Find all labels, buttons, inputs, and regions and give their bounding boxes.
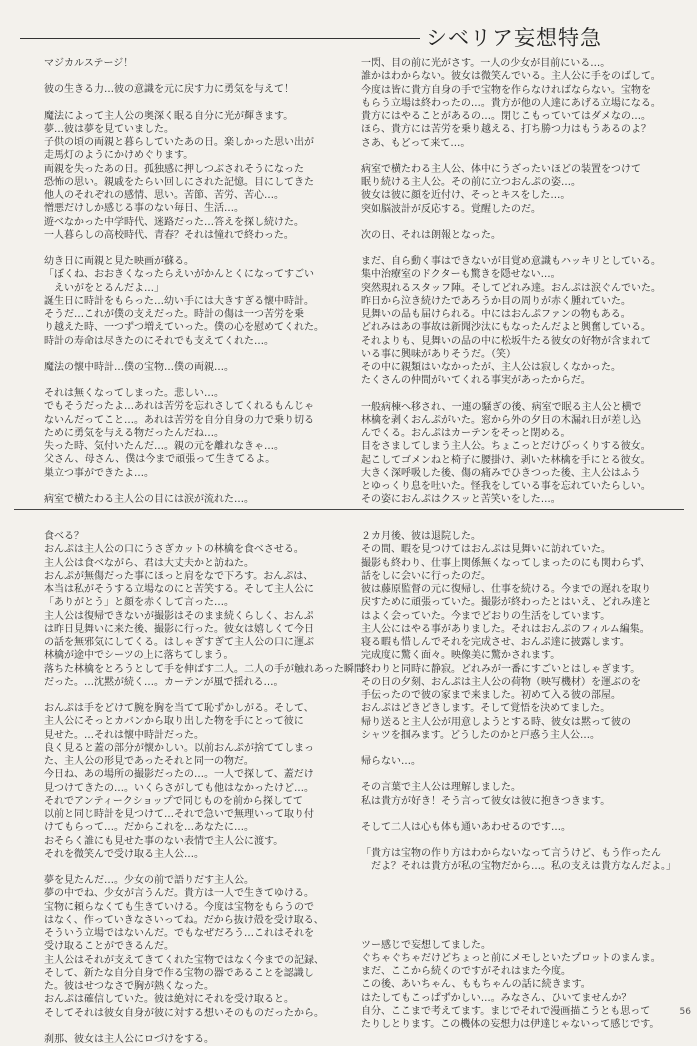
text-line: 主人公はそれが支えてきてくれた宝物ではなく今までの記録、 <box>44 954 324 966</box>
text-column-top-right <box>361 57 687 507</box>
text-line: 戻すために頑張っていた。撮影が終わったとはいえ、どれみ達と <box>361 597 652 609</box>
text-line: 遊べなかった中学時代、迷路だった…答えを探し続けた。 <box>44 216 304 228</box>
text-line: 「貴方は宝物の作り方はわからないなって言うけど、もう作ったん <box>361 848 661 859</box>
text-line: だった。…沈黙が続く…。カーテンが風で揺れる…。 <box>44 676 284 688</box>
text-line: 帰り送ると主人公が用意しようとする時、彼女は黙って彼の <box>361 716 631 728</box>
text-line: 次の日、それは朗報となった。 <box>361 229 501 241</box>
text-line: の話を無邪気にしてくる。はしゃぎすぎて主人公の口に運ぶ <box>44 637 314 648</box>
text-line: 以前と同じ時計を見つけて…それで急いで無理いって取り付 <box>44 809 314 820</box>
text-line: シャツを掴みます。どうしたのかと戸惑う主人公…。 <box>361 729 600 741</box>
text-line: 一人暮らしの高校時代、青春？それは憧れで終わった。 <box>44 229 294 241</box>
text-line: 昨日から泣き続けたであろうか目の周りが赤く腫れていた。 <box>361 295 631 307</box>
text-line: 一般病棟へ移され、一連の騒ぎの後、病室で眠る主人公と横で <box>361 401 642 413</box>
text-line: 今度は皆に貴方自身の手で宝物を作らなければならない。宝物を <box>361 84 651 96</box>
text-line: 彼女は彼に顔を近付け、そっとキスをした…。 <box>361 190 571 202</box>
text-column-top-left <box>44 57 344 506</box>
text-line: そうだ…これが僕の支えだった。時計の傷は一つ苦労を乗 <box>44 309 304 320</box>
text-line: 時計の寿命は尽きたのにそれでも支えてくれた…。 <box>44 335 274 347</box>
text-line: 主人公にはやる事がありました。それはおんぷのフィルム編集。 <box>361 623 650 635</box>
text-line: 撮影も終わり、仕事上関係無くなってしまったのにも関わらず、 <box>361 557 651 569</box>
text-line: 集中治療室のドクターも驚きを隠せない…。 <box>361 269 561 281</box>
blank-line <box>361 768 687 781</box>
text-line: 宝物に頼らなくても生きていける。今度は宝物をもらうので <box>44 901 314 913</box>
blank-line <box>361 874 687 887</box>
text-line: その言葉で主人公は理解しました。 <box>361 782 521 794</box>
text-line: はよく会っていた。今までどおりの生活をしています。 <box>361 610 611 622</box>
blank-line <box>361 913 687 926</box>
text-column-bottom-left <box>44 530 364 1046</box>
text-line: おんぷが無傷だった事にほっと肩をなで下ろす。おんぷは、 <box>44 570 314 582</box>
text-line: その日の夕刻、おんぷは主人公の荷物（映写機材）を運ぶのを <box>361 676 641 688</box>
text-line: り越えた時、一つずつ増えていった。僕の心を慰めてくれた。 <box>44 322 324 334</box>
text-line: けてもらって…。だからこれを…あなたに…。 <box>44 822 254 834</box>
blank-line <box>44 348 344 361</box>
blank-line <box>44 861 344 874</box>
text-line: 幼き日に両親と見た映画が蘇る。 <box>44 256 194 267</box>
text-line: 巣立つ事ができたよ…。 <box>44 467 154 479</box>
text-line: 突然現れるスタッフ陣。そしてどれみ達。おんぷは涙ぐんでいた。 <box>361 282 661 294</box>
text-line: 大きく深呼吸した後、傷の痛みでひきつった後、主人公はふう <box>361 467 641 479</box>
blank-line <box>44 480 344 493</box>
text-line: その間、暇を見つけてはおんぷは見舞いに訪れていた。 <box>361 544 611 556</box>
text-line: えいがをとるんだよ…」 <box>44 282 164 294</box>
text-line: た、主人公の形見であったそれと同一の物だ。 <box>44 756 254 767</box>
text-line: 食べる？ <box>44 531 84 542</box>
text-line: は昨日見舞いに来た後、撮影に行った。彼女は嬉しくて今日 <box>44 623 314 635</box>
text-line: それは無くなってしまった。悲しい…。 <box>44 388 224 399</box>
text-line: でもそうだったよ…あれは苦労を忘れさしてくれるもんじゃ <box>44 401 314 413</box>
text-line: だよ？それは貴方が私の宝物だから…。私の支えは貴方なんだよ。」 <box>361 861 676 873</box>
text-line: もらう立場は終わったの…。貴方が他の人達にあげる立場になる。 <box>361 97 661 109</box>
text-line: 完成度に驚く面々。映像美に驚かされます。 <box>361 650 561 662</box>
text-line: 他人のそれぞれの感情、思い。苦節、苦労、苦心…。 <box>44 190 284 201</box>
text-line: 父さん、母さん、僕は今まで頑張って生きてるよ。 <box>44 454 276 466</box>
text-line: 「ぼくね、おおきくなったらえいがかんとくになってすごい <box>44 269 314 281</box>
blank-line <box>361 834 687 847</box>
blank-line <box>44 97 344 110</box>
text-line: 主人公は復帰できないが撮影はそのまま続くらしく、おんぷ <box>44 610 314 622</box>
blank-line <box>361 150 687 163</box>
text-line: 今日ね、あの場所の撮影だったの…。一人で探して、蓋だけ <box>44 769 314 781</box>
text-line: 主人公は食べながら、君は大丈夫かと訪ねた。 <box>44 557 254 569</box>
blank-line <box>361 808 687 821</box>
blank-line <box>361 242 687 255</box>
text-line: 誕生日に時計をもらった…幼い手には大きすぎる懐中時計。 <box>44 295 314 307</box>
text-line: 良く見ると蓋の部分が懐かしい。以前おんぷが捨ててしまっ <box>44 742 314 754</box>
text-line: 憎悪だけしか感じる事のない毎日、生活…。 <box>44 203 244 215</box>
text-line: 眠り続ける主人公。その前に立つおんぷの姿…。 <box>361 177 581 188</box>
text-line: おんぷは手をどけて腕を胸を当てて恥ずかしがる。そして、 <box>44 703 314 714</box>
blank-line <box>44 1020 344 1033</box>
text-line: たりしとります。この機体の妄想力は伊達じゃないって感じです。 <box>361 1019 660 1030</box>
blank-line <box>361 926 687 939</box>
text-line: 病室で横たわる主人公の目には涙が流れた…。 <box>44 493 254 505</box>
text-line: 恐怖の思い。親戚をたらい回しにされた記憶。目にしてきた <box>44 176 314 188</box>
text-line: 自分、ここまで考えてます。まじでそれで漫画描こうとも思って <box>361 1005 651 1017</box>
blank-line <box>44 70 344 83</box>
text-line: いる事に興味がありそうだ。（笑） <box>361 348 516 360</box>
text-line: 夢の中でね、少女が言うんだ。貴方は一人で生きてゆける。 <box>44 888 314 900</box>
blank-line <box>361 216 687 229</box>
section-divider <box>14 509 684 510</box>
text-line: 失った時、気付いたんだ…。親の元を離れなきゃ…。 <box>44 441 284 452</box>
text-line: そういう立場ではないんだ。でもなぜだろう…これはそれを <box>44 928 314 939</box>
text-line: 彼の生きる力…彼の意識を元に戻す力に勇気を与えて！ <box>44 84 294 96</box>
blank-line <box>361 887 687 900</box>
text-line: 夢…彼は夢を見ていました。 <box>44 123 174 135</box>
header-rule <box>20 38 420 39</box>
text-line: ツー感じで妄想してました。 <box>361 939 491 951</box>
blank-line <box>361 742 687 755</box>
text-line: はたしてもこっぱずかしい…。みなさん、ひいてませんか？ <box>361 992 632 1004</box>
text-line: た。彼はせつなさで胸が熱くなった。 <box>44 981 214 992</box>
text-line: おんぷはどきどきします。そして覚悟を決めてました。 <box>361 703 611 715</box>
text-line: たくさんの仲間がいてくれる事実があったからだ。 <box>361 375 591 387</box>
text-line: ほら、貴方には苦労を乗り越える、打ち勝つ力はもうあるのよ？ <box>361 124 651 136</box>
text-column-bottom-right <box>361 530 687 1031</box>
text-line: 誰かはわからない。彼女は微笑んでいる。主人公に手をのばして。 <box>361 71 661 83</box>
text-line: 病室で横たわる主人公、体中にうざったいほどの装置をつけて <box>361 163 641 175</box>
text-line: そして、新たな自分自身で作る宝物の器であることを認識し <box>44 967 314 979</box>
text-line: おそらく誰にも見せた事のない表情で主人公に渡す。 <box>44 835 284 847</box>
text-line: 彼は藤原監督の元に復帰し、仕事を続ける。今までの遅れを取り <box>361 584 651 595</box>
text-line: はなく、作っていきなさいってね。だから抜け殻を受け取る、 <box>44 914 324 926</box>
text-line: どれみはあの事故は新聞沙汰にもなったんだよと興奮している。 <box>361 322 651 334</box>
text-line: 起こしてゴメンねと椅子に腰掛け、剥いた林檎を手にとる彼女。 <box>361 454 651 466</box>
text-line: おんぷは確信していた。彼は絶対にそれを受け取ると。 <box>44 994 294 1006</box>
text-line: 私は貴方が好き！そう言って彼女は彼に抱きつきます。 <box>361 795 611 807</box>
text-line: マジカルステージ！ <box>44 58 134 69</box>
blank-line <box>44 374 344 387</box>
text-line: 落ちた林檎をとろうとして手を伸ばす二人。二人の手が触れあった瞬間 <box>44 663 364 675</box>
text-line: そしてそれは彼女自身が彼に対する想いそのものだったから。 <box>44 1007 324 1019</box>
text-line: 「ありがとう」と顔を赤くして言った…。 <box>44 597 234 609</box>
text-line: ないんだってこと…。あれは苦労を自分自身の力で乗り切る <box>44 414 314 426</box>
text-line: 走馬灯のようにかけめぐります。 <box>44 150 194 162</box>
text-line: 主人公にそっとカバンから取り出した物を手にとって彼に <box>44 716 304 728</box>
text-line: 林檎が途中でシーツの上に落ちてしまう。 <box>44 650 234 662</box>
text-line: その姿におんぷはクスッと苦笑いをした…。 <box>361 494 561 506</box>
text-line: 帰らない…。 <box>361 756 421 767</box>
text-line: まだ、ここから続くのですがそれはまた今度。 <box>361 966 571 977</box>
text-line: とゆっくり息を吐いた。怪我をしている事を忘れていたらしい。 <box>361 481 651 492</box>
text-line: 魔法によって主人公の奥深く眠る自分に光が輝きます。 <box>44 110 294 122</box>
text-line: ために勇気を与える物だったんだね…。 <box>44 427 224 439</box>
text-line: 寝る暇も惜しんでそれを完成させ、おんぷ達に披露します。 <box>361 637 630 648</box>
text-line: 見せた。…それは懐中時計だった。 <box>44 729 204 741</box>
text-line: ２カ月後、彼は退院した。 <box>361 531 481 542</box>
text-line: まだ、自ら動く事はできないが目覚め意識もハッキリとしている。 <box>361 256 661 267</box>
text-line: 終わりと同時に静寂。どれみが一番にすごいとはしゃぎます。 <box>361 663 641 675</box>
text-line: それを微笑んで受け取る主人公…。 <box>44 848 204 860</box>
text-line: 受け取ることができるんだ。 <box>44 941 174 953</box>
text-line: さあ、もどって来て…。 <box>361 137 471 149</box>
page-number: 56 <box>679 1007 691 1017</box>
blank-line <box>44 242 344 255</box>
text-line: ぐちゃぐちゃだけどちょっと前にメモしといたプロットのまんま。 <box>361 952 661 964</box>
text-line: 子供の頃の両親と暮らしていたあの日。楽しかった思い出が <box>44 137 314 148</box>
blank-line <box>361 388 687 401</box>
text-line: 話をしに会いに行ったのだ。 <box>361 570 491 582</box>
text-line: 見舞いの品も届けられる。中にはおんぷファンの物もある。 <box>361 309 631 320</box>
text-line: 刹那、彼女は主人公にロづけをする。 <box>44 1033 214 1045</box>
text-line: 夢を見たんだ…。少女の前で語りだす主人公。 <box>44 875 254 886</box>
text-line: 貴方にはやることがあるの…。閉じこもっていてはダメなの…。 <box>361 111 651 122</box>
text-line: 両親を失ったあの日。孤独感に押しつぶされそうになった <box>44 163 304 175</box>
text-line: その中に親類はいなかったが、主人公は寂しくなかった。 <box>361 362 621 373</box>
text-line: それよりも、見舞いの品の中に松坂牛たる彼女の好物が含まれて <box>361 335 651 347</box>
blank-line <box>361 900 687 913</box>
text-line: この後、あいちゃん、ももちゃんの話に続きます。 <box>361 979 591 991</box>
page-title: シベリア妄想特急 <box>426 26 602 50</box>
text-line: 本当は私がそうする立場なのにと苦笑する。そして主人公に <box>44 584 314 595</box>
text-line: 見つけてきたの…。いくらさがしても他はなかったけど…。 <box>44 782 314 794</box>
text-line: そして二人は心も体も通いあわせるのです…。 <box>361 821 571 833</box>
text-line: 目をさましてしまう主人公。ちょこっとだけびっくりする彼女。 <box>361 441 651 453</box>
text-line: それでアンティークショップで同じものを前から探してて <box>44 795 303 807</box>
text-line: 一閃、目の前に光がさす。一人の少女が目前にいる…。 <box>361 58 611 69</box>
text-line: おんぷは主人公の口にうさぎカットの林檎を食べさせる。 <box>44 544 304 556</box>
text-line: 突如脳波計が反応する。覚醒したのだ。 <box>361 203 541 215</box>
text-line: 林檎を剥くおんぷがいた。窓から外の夕日の木漏れ日が差し込 <box>361 414 641 426</box>
text-line: んでくる。おんぷはカーテンをそっと閉める。 <box>361 428 571 439</box>
blank-line <box>44 689 344 702</box>
text-line: 手伝ったので彼の家まで来ました。初めて入る彼の部屋。 <box>361 690 621 701</box>
text-line: 魔法の懐中時計…僕の宝物…僕の両親…。 <box>44 361 234 373</box>
